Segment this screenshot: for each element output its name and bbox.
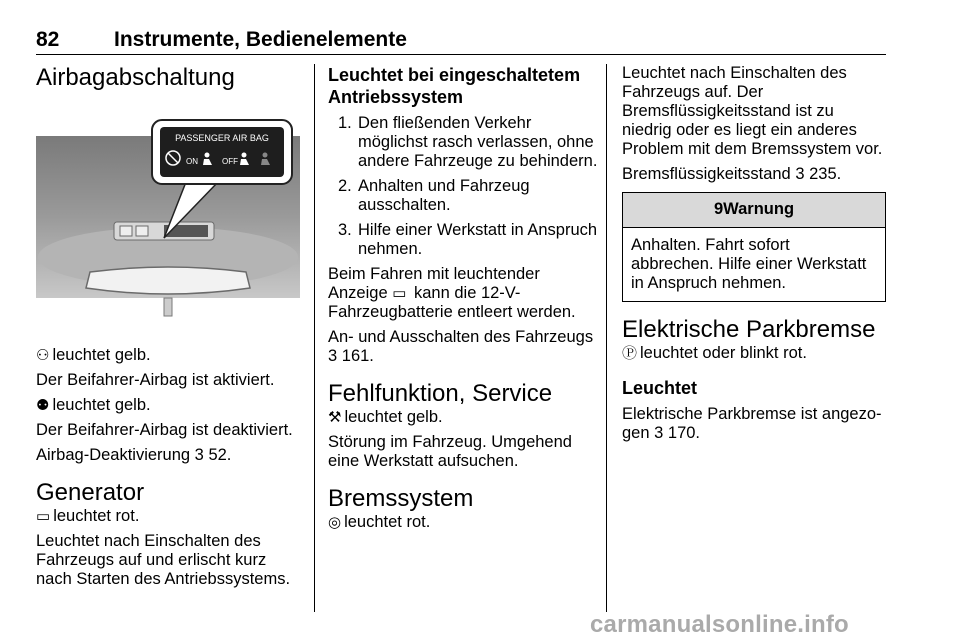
column-right: Leuchtet nach Einschalten des Fahrzeugs auf. Der Bremsflüssigkeitsstand ist zu niedrig oder es liegt ein anderes Problem mit dem Bremssystem vor. Bremsflüssigkeitsstand 3 235. 9Warnung Anhalten. Fahrt sofort abbrechen. Hilfe einer Werkstatt in Anspruch nehmen. Elektrische Parkbremse Ⓟ leuchtet oder blinkt rot. Leuchtet Elektrische Parkbremse ist angezogen 3 170. — [622, 64, 886, 449]
warning-box — [622, 192, 886, 302]
column-middle: Leuchtet bei eingeschaltetem Antriebssystem 1. Den fließenden Verkehr möglichst rasch verlassen, ohne andere Fahrzeuge zu behindern. 2. Anhalten und Fahrzeug ausschalten. 3. Hilfe einer Werkstatt in Anspruch nehmen. Beim Fahren mit leuchtender Anzeige ▭ kann die 12-V-Fahrzeugbatterie entleert werden. An- und Ausschalten des Fahrzeugs 3 161. Fehlfunktion, Service ⚒ leuchtet gelb. Störung im Fahrzeug. Umgehend eine Werkstatt aufsuchen. Bremssystem ◎ leuchtet rot. — [328, 65, 598, 531]
subheading-leuchtet: Leuchtet — [622, 378, 698, 398]
brake-fluid-reference: Bremsflüssigkeitsstand 3 235. — [622, 165, 842, 183]
brake-desc: Leuchtet nach Einschalten des Fahrzeugs auf. Der Bremsflüssigkeitsstand ist zu niedrig oder es liegt ein anderes Problem mit dem Bremssystem vor. — [622, 64, 883, 158]
panel-label: PASSENGER AIR BAG — [175, 133, 269, 143]
airbag-indicator-figure — [36, 112, 300, 324]
column-left: Airbagabschaltung PASSENGER AIR BAG ON OFF ⚇ leuchtet gelb. Der Beifahrer-Airbag ist aktiviert. ⚉ leuchtet gelb. Der Beifahrer-Airbag ist deaktiviert. Airbag-Deaktivierung 3 52. Generator ▭ leuchtet rot. Leuchtet nach Einschalten des Fahrzeugs auf und erlischt kurz nach Starten des Antriebssystems. — [36, 64, 300, 595]
list-item: 2. Anhalten und Fahrzeug ausschalten. — [338, 177, 530, 214]
airbag-reference: Airbag-Deaktivierung 3 52. — [36, 446, 232, 464]
brake-warning-icon: ◎ — [328, 514, 342, 531]
running-title: Instrumente, Bedienelemente — [114, 28, 407, 51]
battery-icon: ▭ — [36, 508, 51, 525]
column-divider — [606, 64, 607, 612]
subheading-drive-on: Leuchtet bei eingeschaltetem Antriebssystem — [328, 65, 581, 107]
airbag-on-icon: ⚇ — [36, 347, 50, 364]
reference-arrow-icon: 3 — [654, 424, 664, 442]
section-heading-brake: Bremssystem — [328, 485, 474, 512]
list-item: 3. Hilfe einer Werkstatt in Anspruch nehmen. — [338, 221, 598, 258]
column-divider — [314, 64, 315, 612]
section-heading-airbag: Airbagabschaltung — [36, 64, 235, 91]
reference-arrow-icon: 3 — [194, 446, 204, 464]
warning-header: 9Warnung — [623, 193, 885, 228]
airbag-on-desc: Der Beifahrer-Airbag ist aktiviert. — [36, 371, 275, 389]
page-number: 82 — [36, 28, 60, 51]
list-item: 1. Den fließenden Verkehr möglichst rasch verlassen, ohne andere Fahrzeuge zu behindern. — [338, 114, 598, 170]
watermark: carmanualsonline.info — [590, 611, 849, 638]
warning-triangle-icon: 9 — [713, 200, 724, 218]
steps-list — [328, 114, 598, 259]
reference-arrow-icon: 3 — [328, 347, 338, 365]
parking-brake-icon: Ⓟ — [622, 345, 638, 362]
battery-icon: ▭ — [392, 285, 407, 302]
airbag-off-icon: ⚉ — [36, 397, 50, 414]
page-header — [36, 20, 886, 55]
warning-body: Anhalten. Fahrt sofort abbrechen. Hilfe einer Werkstatt in Anspruch nehmen. — [631, 236, 867, 292]
driving-note: Beim Fahren mit leuchtender Anzeige ▭ kann die 12-V-Fahrzeugbatterie entleert werden. — [328, 265, 576, 321]
generator-desc: Leuchtet nach Einschalten des Fahrzeugs auf und erlischt kurz nach Starten des Antriebssystems. — [36, 532, 291, 588]
section-heading-service: Fehlfunktion, Service — [328, 380, 553, 407]
onoff-reference: An- und Ausschalten des Fahrzeugs 3 161. — [328, 328, 594, 365]
airbag-off-desc: Der Beifahrer-Airbag ist deaktiviert. — [36, 421, 293, 439]
section-heading-generator: Generator — [36, 479, 145, 506]
reference-arrow-icon: 3 — [795, 165, 805, 183]
service-wrench-icon: ⚒ — [328, 409, 342, 426]
on-label: ON — [186, 157, 198, 166]
parkbrake-desc: Elektrische Parkbremse ist angezogen 3 170. — [622, 405, 882, 442]
section-heading-parkbrake: Elektrische Parkbremse — [622, 316, 876, 343]
service-desc: Störung im Fahrzeug. Umgehend eine Werkstatt aufsuchen. — [328, 433, 572, 470]
off-label: OFF — [222, 157, 238, 166]
